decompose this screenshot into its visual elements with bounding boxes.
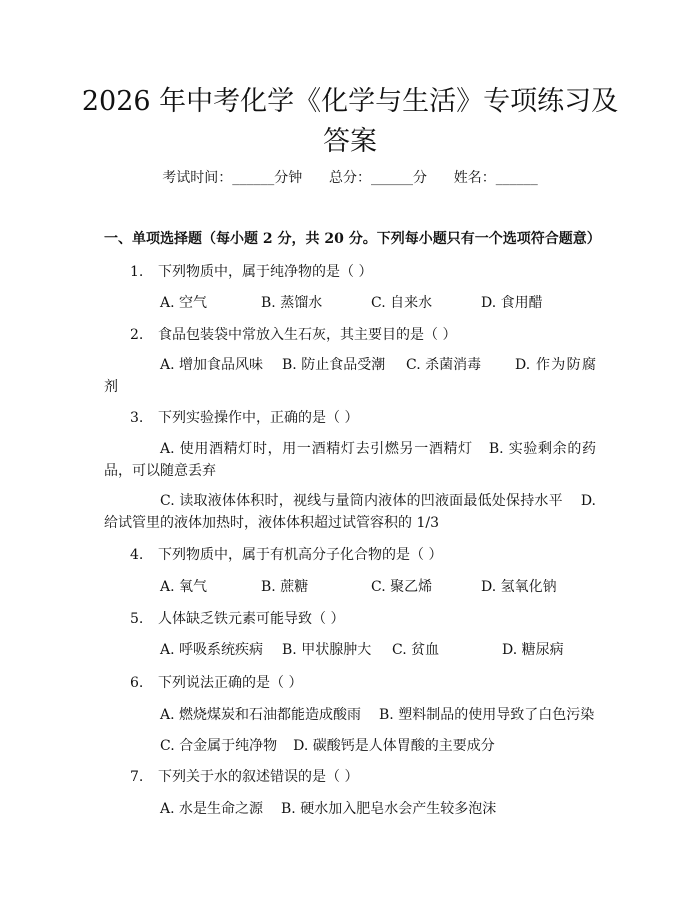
question-3-options-ab [104,438,596,482]
question-number: 4. [130,547,144,563]
option-b: B. 防止食品受潮 [282,357,386,373]
option-b: B. 蒸馏水 [261,295,323,311]
option-c: C. 贫血 [392,642,440,658]
option-b: B. 蔗糖 [261,579,309,595]
option-c: C. 杀菌消毒 [406,357,482,373]
question-text: 下列说法正确的是（ ） [158,675,303,691]
question-6-options-ab [104,704,596,726]
option-c: C. 自来水 [371,295,433,311]
question-3-options-cd [104,490,596,534]
option-a: A. 增加食品风味 [160,357,264,373]
question-number: 5. [130,611,144,627]
question-6 [130,673,302,693]
question-7 [130,767,358,787]
question-number: 2. [130,327,144,343]
question-text: 人体缺乏铁元素可能导致（ ） [158,611,345,627]
option-a: A. 空气 [160,295,208,311]
option-d: D. 氢氧化钠 [481,579,557,595]
option-a: A. 燃烧煤炭和石油都能造成酸雨 [160,707,362,723]
section-heading: 一、单项选择题（每小题 2 分，共 20 分。下列每小题只有一个选项符合题意） [104,231,601,247]
question-number: 1. [130,264,144,280]
option-b: B. 硬水加入肥皂水会产生较多泡沫 [281,801,497,817]
question-5 [130,609,344,629]
option-d: D. 给试管里的液体加热时，液体体积超过试管容积的 1/3 [104,493,596,531]
option-a: A. 氧气 [160,579,208,595]
question-number: 7. [130,769,144,785]
exam-meta-line: 考试时间：______分钟 总分：______分 姓名：______ [162,170,538,186]
question-1-options [104,292,596,314]
option-d: D. 食用醋 [481,295,543,311]
page-title [60,82,640,162]
option-a: A. 呼吸系统疾病 [160,642,264,658]
question-4 [130,545,442,565]
question-6-options-cd [104,735,596,757]
question-7-options [104,798,596,820]
question-text: 下列物质中，属于有机高分子化合物的是（ ） [158,547,443,563]
question-text: 食品包装袋中常放入生石灰，其主要目的是（ ） [158,327,457,343]
option-d: D. 糖尿病 [502,642,564,658]
option-d: D. 碳酸钙是人体胃酸的主要成分 [293,738,495,754]
question-2-options [104,354,596,398]
question-5-options [104,639,596,661]
title-line-2: 答案 [323,126,377,157]
option-b: B. 实验剩余的药品，可以随意丢弃 [104,441,596,479]
option-c: C. 读取液体体积时，视线与量筒内液体的凹液面最低处保持水平 [160,493,563,509]
question-text: 下列物质中，属于纯净物的是（ ） [158,264,373,280]
option-b: B. 甲状腺肿大 [282,642,372,658]
question-2 [130,325,456,345]
option-c: C. 聚乙烯 [371,579,433,595]
question-text: 下列关于水的叙述错误的是（ ） [158,769,359,785]
option-c: C. 合金属于纯净物 [160,738,278,754]
question-number: 3. [130,410,144,426]
title-line-1: 2026 年中考化学《化学与生活》专项练习及 [81,86,619,117]
option-a: A. 水是生命之源 [160,801,264,817]
option-a: A. 使用酒精灯时，用一酒精灯去引燃另一酒精灯 [160,441,473,457]
question-4-options [104,576,596,598]
option-b: B. 塑料制品的使用导致了白色污染 [379,707,595,723]
question-text: 下列实验操作中，正确的是（ ） [158,410,359,426]
question-number: 6. [130,675,144,691]
question-3 [130,408,358,428]
option-d: D. 作为防腐剂 [104,357,596,395]
question-1 [130,262,372,282]
